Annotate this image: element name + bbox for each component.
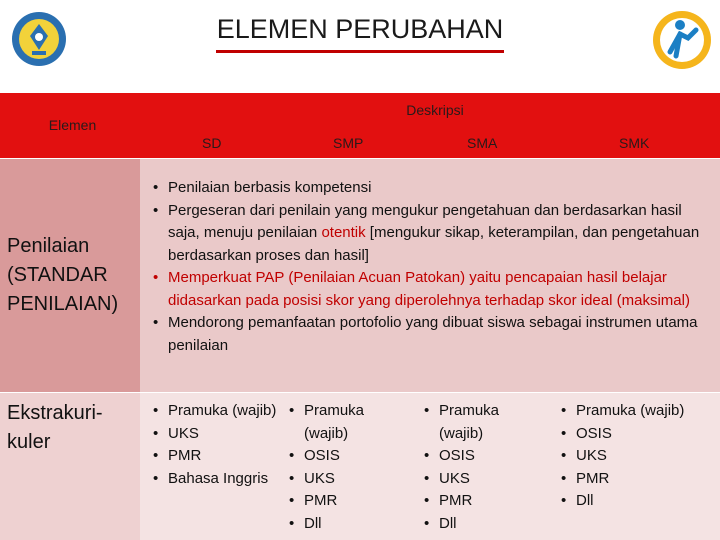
list-item: • Dll [558, 490, 718, 513]
table-header [0, 93, 720, 158]
title-bar [0, 0, 720, 92]
list-item: • Dll [421, 513, 546, 536]
list-item: • UKS [150, 423, 290, 446]
kurikulum-logo-icon [650, 8, 714, 72]
header-elemen: Elemen [48, 117, 97, 133]
list-item: • Pramuka (wajib) [286, 400, 406, 445]
row-label-cell [0, 393, 140, 540]
list-item: • PMR [150, 445, 290, 468]
row-label-cell [0, 159, 140, 392]
list-item: • Pramuka (wajib) [150, 400, 290, 423]
list-item: • Pergeseran dari penilain yang mengukur pengetahuan dan berdasarkan hasil saja, menuju penilaian otentik [mengukur sikap, keterampilan, dan pengetahuan berdasarkan proses dan hasil] [150, 200, 715, 268]
list-item: • OSIS [421, 445, 546, 468]
list-item: • PMR [286, 490, 406, 513]
header-col-smp: SMP [333, 135, 364, 151]
row-label-penilaian: Penilaian (STANDAR PENILAIAN) [7, 235, 119, 315]
slide-title: ELEMEN PERUBAHAN [216, 14, 504, 44]
sd-list [150, 400, 290, 490]
title-underline [216, 50, 504, 53]
list-item: • OSIS [286, 445, 406, 468]
table-row-ekstrakurikuler [0, 393, 720, 540]
list-item: • Bahasa Inggris [150, 468, 290, 491]
list-item: • PMR [421, 490, 546, 513]
list-item: • Dll [286, 513, 406, 536]
list-item: • OSIS [558, 423, 718, 446]
smk-list [558, 400, 718, 513]
list-item: • Mendorong pemanfaatan portofolio yang dibuat siswa sebagai instrumen utama penilaian [150, 312, 715, 357]
list-item: • Memperkuat PAP (Penilaian Acuan Patokan) yaitu pencapaian hasil belajar didasarkan pada posisi skor yang diperolehnya terhadap skor ideal (maksimal) [150, 267, 715, 312]
header-col-smk: SMK [619, 135, 650, 151]
header-col-sma: SMA [467, 135, 498, 151]
penilaian-description-list [150, 177, 715, 357]
list-item: • Penilaian berbasis kompetensi [150, 177, 715, 200]
list-item: • UKS [558, 445, 718, 468]
row-label-ekstrakurikuler: Ekstrakuri- kuler [7, 402, 103, 453]
list-item: • UKS [421, 468, 546, 491]
sma-list [421, 400, 546, 535]
table-row-penilaian [0, 159, 720, 392]
header-col-sd: SD [202, 135, 222, 151]
smp-list [286, 400, 406, 535]
list-item: • PMR [558, 468, 718, 491]
list-item: • Pramuka (wajib) [558, 400, 718, 423]
header-deskripsi: Deskripsi [406, 102, 464, 118]
list-item: • UKS [286, 468, 406, 491]
list-item: • Pramuka (wajib) [421, 400, 546, 445]
highlight-otentik: otentik [321, 224, 366, 241]
